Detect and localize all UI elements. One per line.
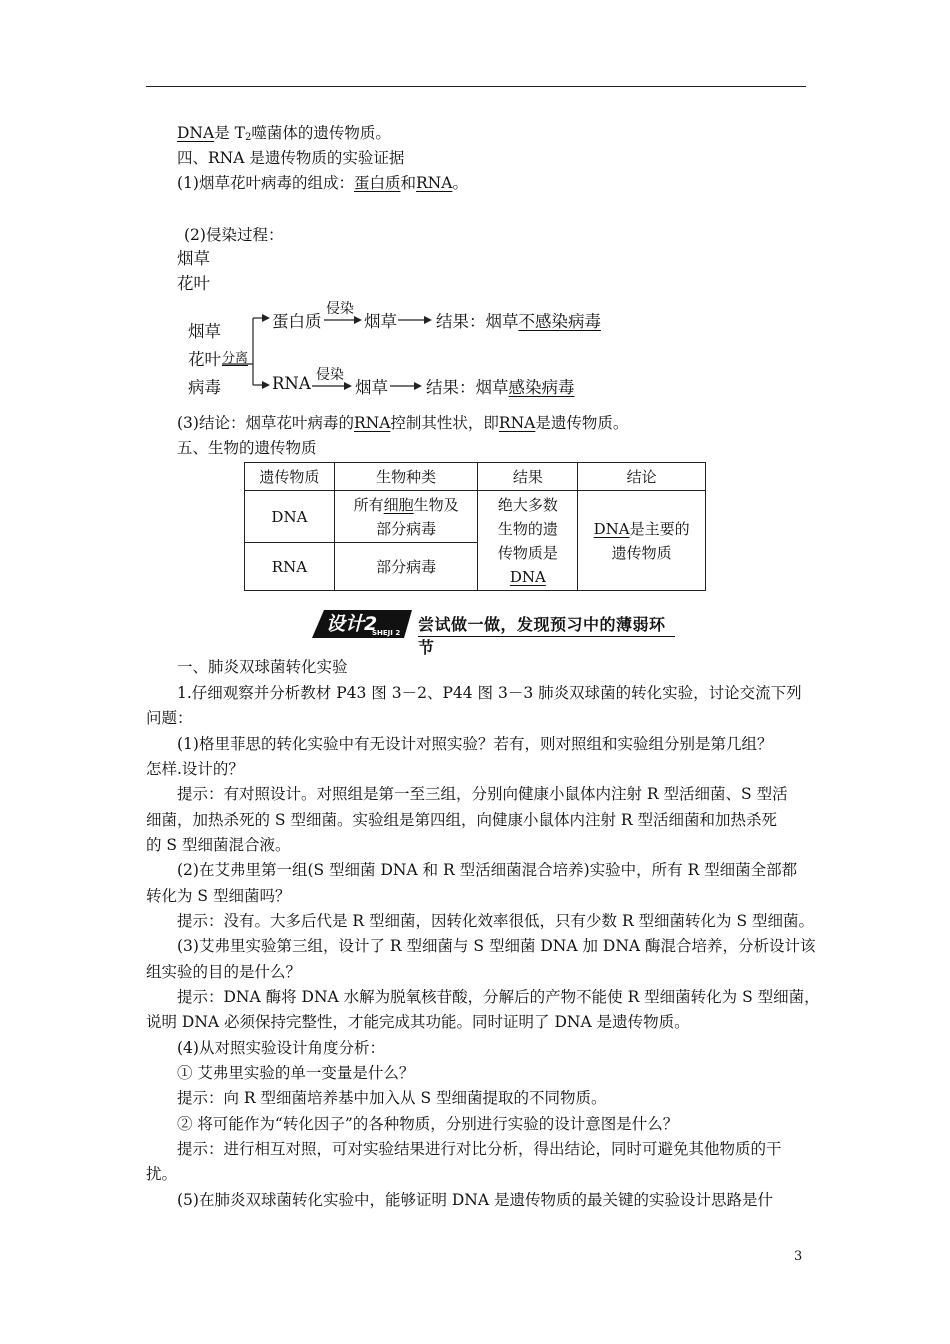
text-span: 传物质是 — [497, 543, 558, 562]
text-line: 扰。 — [146, 1165, 178, 1183]
text-line: 提示：有对照设计。对照组是第一至三组，分别向健康小鼠体内注射 R 型活细菌、S 型活 — [177, 785, 788, 803]
text-span: 绝大多数 — [497, 495, 558, 514]
banner-rule — [418, 636, 675, 637]
diagram-virus-label-1: 烟草 — [188, 322, 221, 341]
text-line: (1)格里菲思的转化实验中有无设计对照实验？若有，则对照组和实验组分别是第几组？ — [177, 735, 773, 753]
underlined-rna: RNA — [353, 414, 391, 432]
table-header-cell: 生物种类 — [334, 463, 478, 491]
underlined-dna: DNA — [593, 519, 630, 538]
text-span: 所有 — [353, 495, 384, 514]
diagram-result-1 — [436, 308, 601, 332]
underlined-rna: RNA — [416, 174, 453, 192]
section-heading-4: 四、RNA 是遗传物质的实验证据 — [177, 149, 405, 167]
diagram-separation-label: 分离 — [222, 351, 249, 366]
table-cell-species: 部分病毒 — [334, 543, 478, 591]
underlined-rna: RNA — [498, 414, 536, 432]
text-span: 噬菌体的遗传物质。 — [251, 124, 391, 142]
diagram-result-2 — [426, 374, 575, 398]
design-banner — [312, 606, 675, 657]
text-span: 。 — [452, 174, 468, 192]
table-row-dna — [245, 491, 706, 543]
banner-logo-subtext: SHEJI 2 — [372, 629, 401, 637]
table-header-cell: 结果 — [478, 463, 578, 491]
table-cell-material: RNA — [245, 543, 335, 591]
text-line: 提示：没有。大多后代是 R 型细菌，因转化效率很低，只有少数 R 型细菌转化为 S 型细菌。 — [177, 912, 815, 930]
diagram-tobacco-1: 烟草 — [364, 312, 397, 331]
infection-diagram-lines — [0, 0, 950, 420]
text-line: 的 S 型细菌混合液。 — [146, 836, 291, 854]
text-line: 细菌，加热杀死的 S 型细菌。实验组是第四组，向健康小鼠体内注射 R 型活细菌和加热杀死 — [146, 811, 777, 829]
text-line: 组实验的目的是什么？ — [146, 963, 302, 981]
text-line: ① 艾弗里实验的单一变量是什么？ — [177, 1064, 415, 1082]
text-span: 和 — [400, 174, 416, 192]
table-header-cell: 结论 — [578, 463, 706, 491]
diagram-tobacco-2: 烟草 — [355, 378, 388, 397]
text-span: (3)结论：烟草花叶病毒的 — [177, 414, 354, 432]
text-line: (2)在艾弗里第一组(S 型细菌 DNA 和 R 型活细菌混合培养)实验中，所有 R 型细菌全部都 — [177, 861, 798, 879]
text-line-tobacco: 烟草 — [177, 249, 210, 268]
text-span: 生物的遗 — [497, 519, 558, 538]
underlined-cell: 细胞 — [383, 495, 414, 514]
text-line-infection-process: (2)侵染过程： — [184, 226, 284, 244]
text-span: 遗传物质 — [611, 543, 672, 562]
text-span: 是 T — [214, 124, 245, 142]
page-number: 3 — [794, 1249, 803, 1264]
text-line: (4)从对照实验设计角度分析： — [177, 1039, 385, 1057]
underlined-not-infected: 不感染病毒 — [518, 312, 601, 331]
diagram-virus-label-3: 病毒 — [188, 378, 221, 397]
table-cell-material: DNA — [245, 491, 335, 543]
diagram-infect-label-2: 侵染 — [316, 367, 344, 383]
text-line: ② 将可能作为“转化因子”的各种物质，分别进行实验的设计意图是什么？ — [177, 1115, 679, 1133]
genetic-material-table — [244, 462, 706, 591]
text-line: (5)在肺炎双球菌转化实验中，能够证明 DNA 是遗传物质的最关键的实验设计思路是什 — [177, 1191, 773, 1209]
banner-logo-text: 设计2 — [326, 613, 378, 635]
underlined-protein: 蛋白质 — [353, 174, 401, 192]
table-cell-conclusion — [578, 491, 706, 591]
text-span: 结果：烟草 — [436, 312, 519, 331]
text-line: 怎样.设计的？ — [146, 760, 244, 778]
section-heading-5: 五、生物的遗传物质 — [177, 439, 317, 457]
underlined-dna: DNA — [509, 567, 546, 586]
table-header-cell: 遗传物质 — [245, 463, 335, 491]
text-line: (3)艾弗里实验第三组，设计了 R 型细菌与 S 型细菌 DNA 加 DNA 酶混合培养，分析设计该 — [177, 937, 816, 955]
text-line: 1.仔细观察并分析教材 P43 图 3－2、P44 图 3－3 肺炎双球菌的转化实验，讨论交流下列 — [177, 684, 802, 702]
diagram-virus-label-2: 花叶 — [188, 350, 221, 369]
banner-tagline: 尝试做一做，发现预习中的薄弱环节 — [418, 615, 666, 657]
section-heading-1: 一、肺炎双球菌转化实验 — [177, 658, 348, 676]
diagram-protein: 蛋白质 — [272, 312, 322, 331]
text-span: 结果：烟草 — [426, 378, 509, 397]
text-span: 部分病毒 — [376, 519, 437, 538]
text-span: 控制其性状，即 — [390, 414, 499, 432]
text-line: 提示：进行相互对照，可对实验结果进行对比分析，得出结论，同时可避免其他物质的干 — [177, 1140, 782, 1158]
text-line: 提示：DNA 酶将 DNA 水解为脱氧核苷酸，分解后的产物不能使 R 型细菌转化为 S 型细菌， — [177, 988, 820, 1006]
text-line: 问题： — [146, 709, 193, 727]
text-line: 提示：向 R 型细菌培养基中加入从 S 型细菌提取的不同物质。 — [177, 1089, 607, 1107]
diagram-infect-label-1: 侵染 — [326, 301, 354, 317]
underlined-infected: 感染病毒 — [508, 378, 575, 397]
text-span: 是主要的 — [629, 519, 690, 538]
text-line-conclusion — [177, 412, 628, 434]
text-span: (1)烟草花叶病毒的组成： — [177, 174, 354, 192]
text-span: 生物及 — [413, 495, 459, 514]
diagram-rna: RNA — [272, 374, 311, 393]
table-cell-species — [334, 491, 478, 543]
text-line-mosaic: 花叶 — [177, 274, 210, 293]
text-line: 说明 DNA 必须保持完整性，才能完成其功能。同时证明了 DNA 是遗传物质。 — [146, 1013, 690, 1031]
text-line: 转化为 S 型细菌吗？ — [146, 887, 291, 905]
underlined-dna: DNA — [177, 124, 215, 142]
subscript-2: 2 — [244, 132, 252, 143]
table-header-row — [245, 463, 706, 491]
text-span: 是遗传物质。 — [535, 414, 629, 432]
table-cell-result — [478, 491, 578, 591]
